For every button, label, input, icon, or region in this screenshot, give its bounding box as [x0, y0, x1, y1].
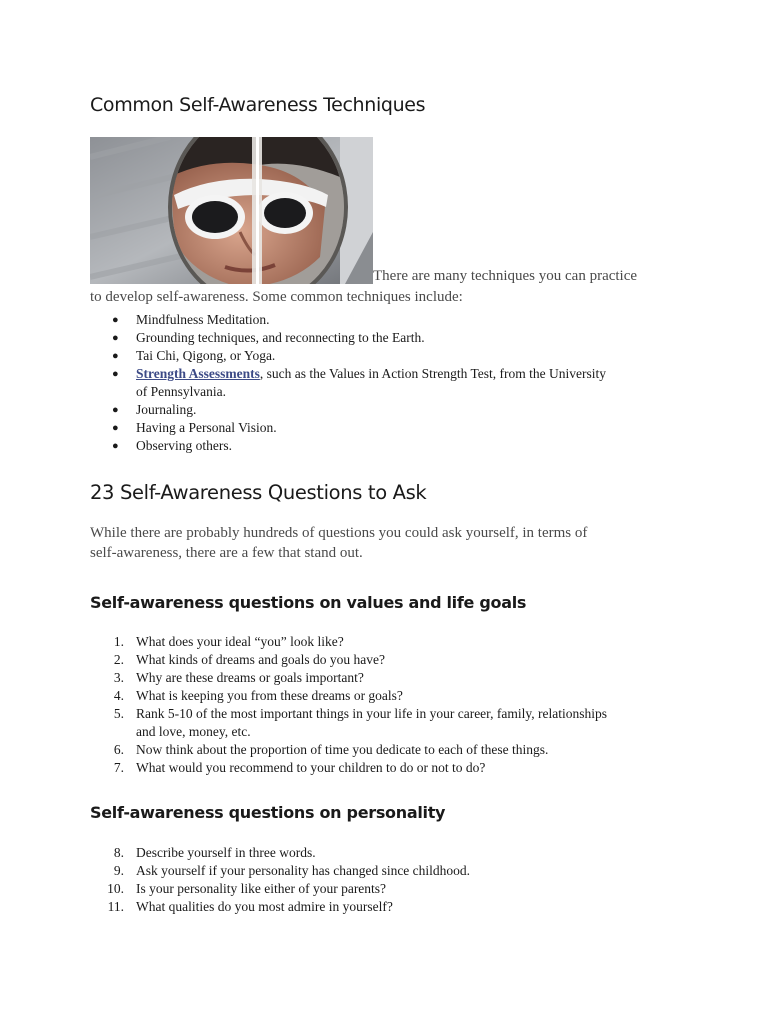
questions-intro-line2: self-awareness, there are a few that stand out. — [90, 545, 363, 561]
bullet-icon: ● — [112, 350, 119, 362]
techniques-list — [90, 311, 690, 455]
list-item: 2. What kinds of dreams and goals do you have? — [113, 652, 385, 667]
list-item: 5. Rank 5-10 of the most important things in your life in your career, family, relationships and love, money, etc. — [113, 706, 607, 739]
subsection-title-values: Self-awareness questions on values and life goals — [90, 593, 527, 612]
list-item: ● Journaling. — [112, 402, 197, 417]
bullet-icon: ● — [112, 332, 119, 344]
list-item: 4. What is keeping you from these dreams or goals? — [113, 688, 403, 703]
list-item: ● Mindfulness Meditation. — [112, 312, 270, 327]
techniques-intro-line2: to develop self-awareness. Some common techniques include: — [90, 289, 463, 305]
bullet-icon: ● — [112, 314, 119, 326]
list-item: 1. What does your ideal “you” look like? — [113, 634, 344, 649]
personality-questions-list — [90, 844, 690, 916]
list-item: ● Strength Assessments, such as the Values in Action Strength Test, from the University of Pennsylvania. — [112, 366, 607, 399]
list-item: ● Tai Chi, Qigong, or Yoga. — [112, 348, 276, 363]
list-item: ● Observing others. — [112, 438, 232, 453]
section-title-questions: 23 Self-Awareness Questions to Ask — [90, 481, 427, 504]
list-item: ● Grounding techniques, and reconnecting to the Earth. — [112, 330, 425, 345]
list-item: 6. Now think about the proportion of time you dedicate to each of these things. — [113, 742, 549, 757]
bullet-icon: ● — [112, 404, 119, 416]
values-questions-list — [90, 633, 690, 777]
list-item: 8. Describe yourself in three words. — [113, 845, 316, 860]
list-item: 3. Why are these dreams or goals important? — [113, 670, 364, 685]
list-item: ● Having a Personal Vision. — [112, 420, 277, 435]
bullet-icon: ● — [112, 422, 119, 434]
list-item: 11. What qualities do you most admire in yourself? — [107, 899, 393, 914]
subsection-title-personality: Self-awareness questions on personality — [90, 803, 446, 822]
bullet-icon: ● — [112, 440, 119, 452]
list-item: 10. Is your personality like either of your parents? — [107, 881, 387, 896]
person-mirror-photo — [90, 137, 373, 284]
strength-assessments-link[interactable]: Strength Assessments — [136, 366, 260, 381]
list-item: 9. Ask yourself if your personality has changed since childhood. — [113, 863, 471, 878]
section-title-techniques: Common Self-Awareness Techniques — [90, 94, 426, 116]
questions-intro-line1: While there are probably hundreds of questions you could ask yourself, in terms of — [90, 525, 588, 541]
list-item: 7. What would you recommend to your children to do or not to do? — [113, 760, 486, 775]
bullet-icon: ● — [112, 368, 119, 380]
techniques-intro-line1: There are many techniques you can practice — [373, 268, 638, 284]
